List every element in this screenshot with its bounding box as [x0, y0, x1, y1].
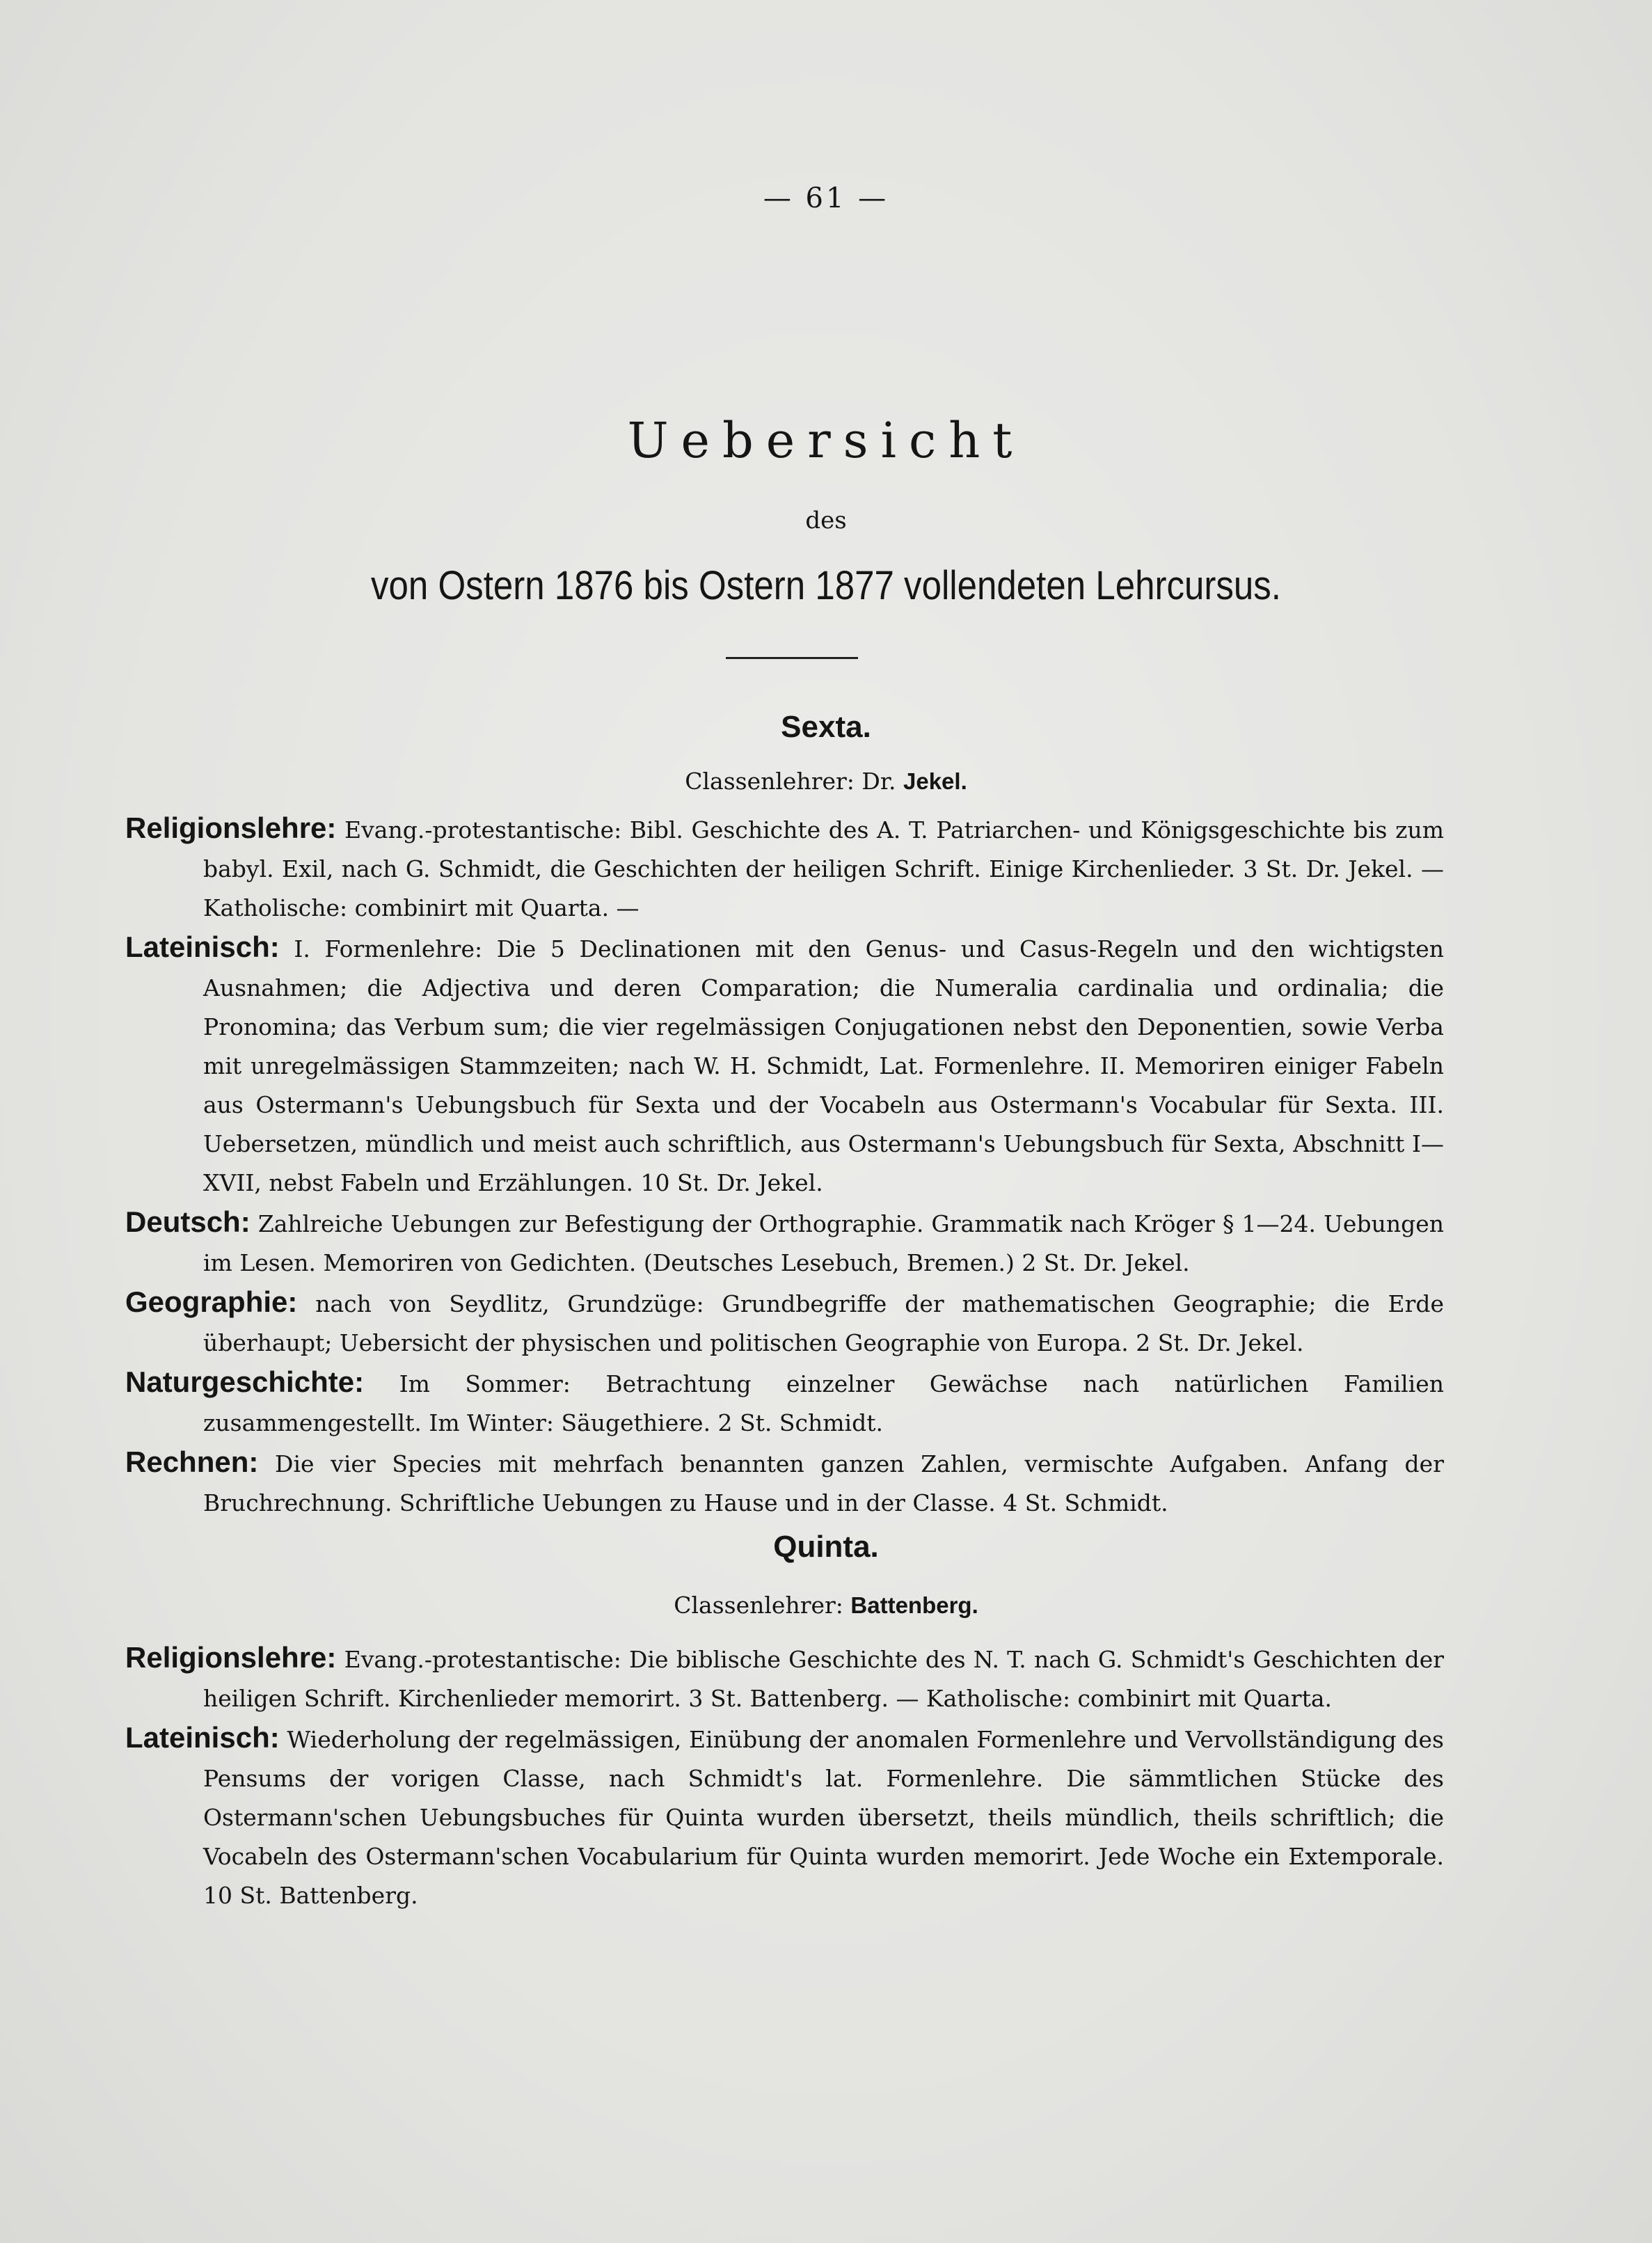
- quinta-subject-list: [125, 1638, 1444, 1915]
- section-heading-sexta: Sexta.: [781, 710, 871, 744]
- subject-name: Religionslehre:: [125, 1641, 337, 1674]
- teacher-name: Jekel.: [903, 768, 967, 794]
- subject-text: I. Formenlehre: Die 5 Declinationen mit den Genus- und Casus-Regeln und den wichtigsten Ausnahmen; die Adjectiva und deren Comparation; die Numeralia cardinalia und ordinalia; die Pronomina; das Verbum sum; die vier regelmässigen Conjugationen nebst den Deponentien, sowie Verba mit unregelmässigen Stammzeiten; nach W. H. Schmidt, Lat. Formenlehre. II. Memoriren einiger Fabeln aus Ostermann's Uebungsbuch für Sexta und der Vocabeln aus Ostermann's Vocabular für Sexta. III. Uebersetzen, mündlich und meist auch schriftlich, aus Ostermann's Uebungsbuch für Sexta, Abschnitt I—XVII, nebst Fabeln und Erzählungen. 10 St. Dr. Jekel.: [203, 935, 1444, 1196]
- subject-text: nach von Seydlitz, Grundzüge: Grundbegriffe der mathematischen Geographie; die Erde überhaupt; Uebersicht der physischen und politischen Geographie von Europa. 2 St. Dr. Jekel.: [203, 1290, 1444, 1356]
- subject-name: Lateinisch:: [125, 930, 280, 963]
- subject-text: Im Sommer: Betrachtung einzelner Gewächse nach natürlichen Familien zusammengestellt. Im Winter: Säugethiere. 2 St. Schmidt.: [203, 1370, 1444, 1436]
- teacher-label: Classenlehrer:: [674, 1592, 843, 1619]
- subject-entry: [125, 1203, 1444, 1283]
- sexta-subject-list: [125, 809, 1444, 1523]
- teacher-label: Classenlehrer: Dr.: [685, 768, 896, 795]
- page-subtitle: von Ostern 1876 bis Ostern 1877 vollendeten Lehrcursus.: [371, 563, 1281, 608]
- subject-entry: [125, 809, 1444, 928]
- subject-name: Religionslehre:: [125, 811, 337, 844]
- page-number: — 61 —: [763, 182, 889, 214]
- subject-name: Rechnen:: [125, 1445, 259, 1478]
- subject-name: Naturgeschichte:: [125, 1365, 365, 1398]
- class-teacher-sexta: [0, 768, 1652, 795]
- subject-name: Geographie:: [125, 1285, 298, 1318]
- subject-text: Die vier Species mit mehrfach benannten ganzen Zahlen, vermischte Aufgaben. Anfang der Bruchrechnung. Schriftliche Uebungen zu Hause und in der Classe. 4 St. Schmidt.: [203, 1450, 1444, 1516]
- subject-entry: [125, 1363, 1444, 1443]
- divider-rule: [726, 657, 858, 659]
- subject-entry: [125, 1718, 1444, 1915]
- subject-entry: [125, 928, 1444, 1203]
- subject-text: Evang.-protestantische: Die biblische Geschichte des N. T. nach G. Schmidt's Geschichten der heiligen Schrift. Kirchenlieder memorirt. 3 St. Battenberg. — Katholische: combinirt mit Quarta.: [203, 1646, 1444, 1712]
- subject-entry: [125, 1443, 1444, 1523]
- subject-text: Evang.-protestantische: Bibl. Geschichte des A. T. Patriarchen- und Königsgeschichte bis zum babyl. Exil, nach G. Schmidt, die Geschichten der heiligen Schrift. Einige Kirchenlieder. 3 St. Dr. Jekel. — Katholische: combinirt mit Quarta. —: [203, 816, 1444, 921]
- subject-name: Lateinisch:: [125, 1721, 280, 1754]
- subject-text: Zahlreiche Uebungen zur Befestigung der Orthographie. Grammatik nach Kröger § 1—24. Uebungen im Lesen. Memoriren von Gedichten. (Deutsches Lesebuch, Bremen.) 2 St. Dr. Jekel.: [203, 1210, 1444, 1276]
- page-title: Uebersicht: [627, 412, 1025, 469]
- section-heading-quinta: Quinta.: [773, 1530, 879, 1564]
- title-connector: des: [805, 507, 847, 534]
- subject-entry: [125, 1283, 1444, 1363]
- subject-entry: [125, 1638, 1444, 1718]
- subject-name: Deutsch:: [125, 1205, 251, 1238]
- teacher-name: Battenberg.: [850, 1592, 978, 1618]
- class-teacher-quinta: [0, 1592, 1652, 1619]
- subject-text: Wiederholung der regelmässigen, Einübung der anomalen Formenlehre und Vervollständigung des Pensums der vorigen Classe, nach Schmidt's lat. Formenlehre. Die sämmtlichen Stücke des Ostermann'schen Uebungsbuches für Quinta wurden übersetzt, theils mündlich, theils schriftlich; die Vocabeln des Ostermann'schen Vocabularium für Quinta wurden memorirt. Jede Woche ein Extemporale. 10 St. Battenberg.: [203, 1726, 1444, 1909]
